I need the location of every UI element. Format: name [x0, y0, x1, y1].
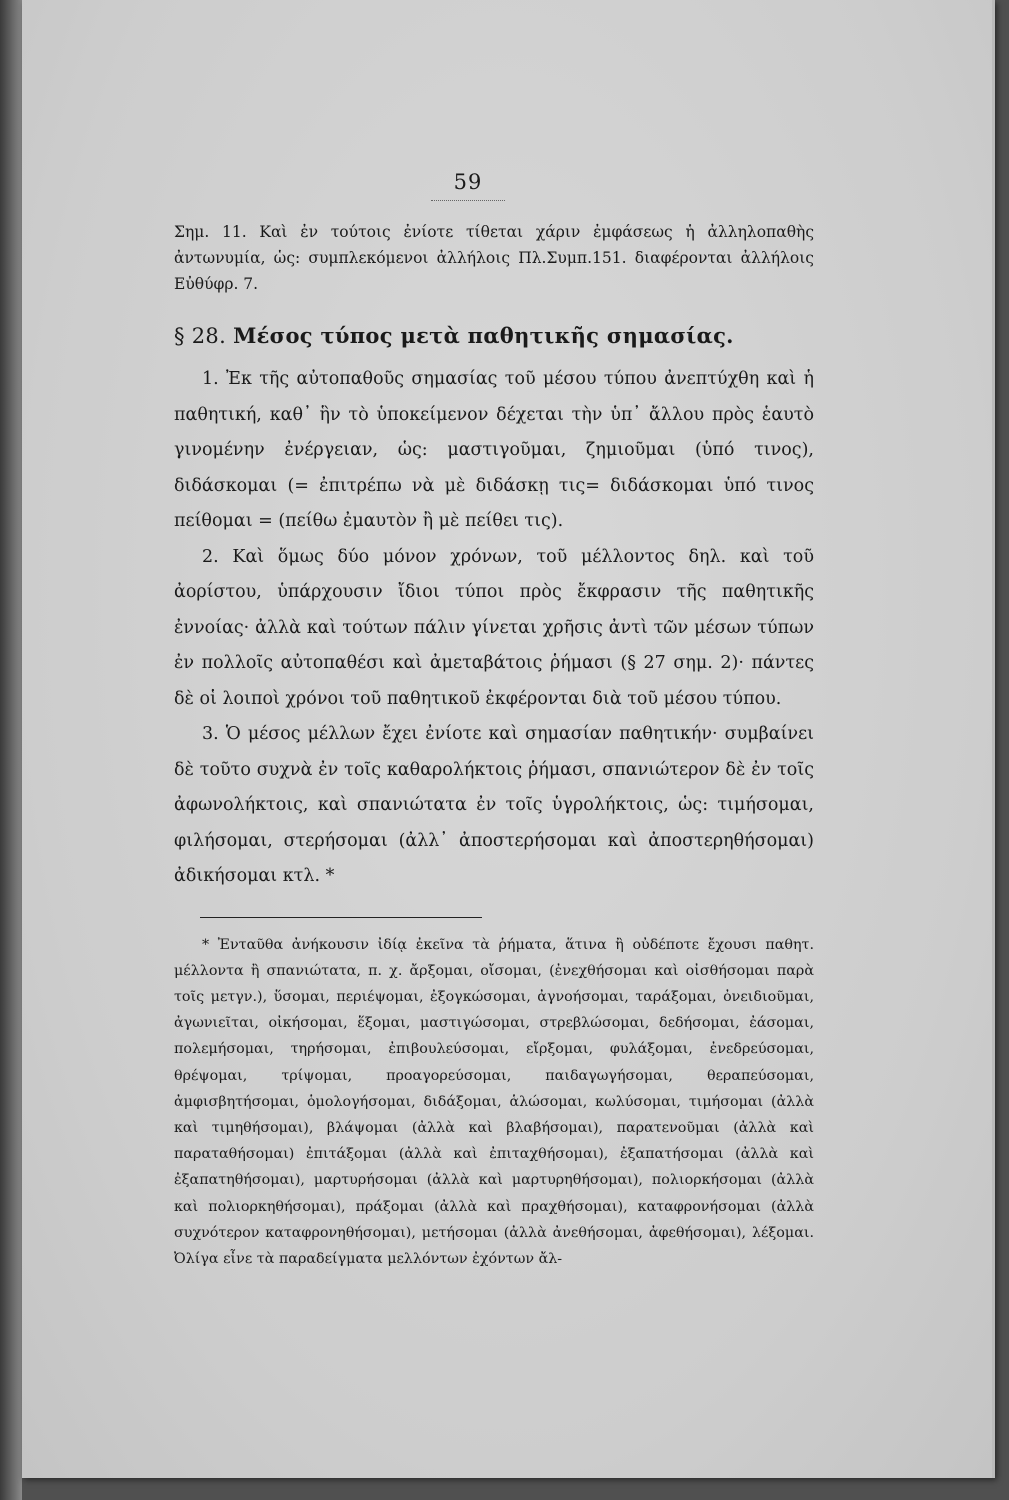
- footnote: * Ἐνταῦθα ἀνήκουσιν ἰδίᾳ ἐκεῖνα τὰ ῥήματα, ἅτινα ἢ οὐδέποτε ἔχουσι παθητ. μέλλοντα ἢ σπανιώτατα, π. χ. ἄρξομαι, οἴσομαι, (ἐνεχθήσομαι καὶ οἰσθήσομαι παρὰ τοῖς μετγν.), ὕσομαι, περιέψομαι, ἐξογκώσομαι, ἀγνοήσομαι, ταράξομαι, ὀνειδιοῦμαι, ἀγωνιεῖται, οἰκήσομαι, ἕξομαι, μαστιγώσομαι, στρεβλώσομαι, δεδήσομαι, ἐάσομαι, πολεμήσομαι, τηρήσομαι, ἐπιβουλεύσομαι, εἴρξομαι, φυλάξομαι, ἐνεδρεύσομαι, θρέψομαι, τρίψομαι, προαγορεύσομαι, παιδαγωγήσομαι, θεραπεύσομαι, ἀμφισβητήσομαι, ὁμολογήσομαι, διδάξομαι, ἁλώσομαι, κωλύσομαι, τιμήσομαι (ἀλλὰ καὶ τιμηθήσομαι), βλάψομαι (ἀλλὰ καὶ βλαβήσομαι), παρατενοῦμαι (ἀλλὰ καὶ παραταθήσομαι) ἐπιτάξομαι (ἀλλὰ καὶ ἐπιταχθήσομαι), ἐξαπατήσομαι (ἀλλὰ καὶ ἐξαπατηθήσομαι), μαρτυρήσομαι (ἀλλὰ καὶ μαρτυρηθήσομαι), πολιορκήσομαι (ἀλλὰ καὶ πολιορκηθήσομαι), πράξομαι (ἀλλὰ καὶ πραχθήσομαι), καταφρονήσομαι (ἀλλὰ συχνότερον καταφρονηθήσομαι), μετήσομαι (ἀλλὰ ἀνεθήσομαι, ἀφεθήσομαι), λέξομαι. Ὀλίγα εἶνε τὰ παραδείγματα μελλόντων ἐχόντων ἄλ-: [174, 936, 814, 1267]
- footnote-divider: [200, 917, 482, 918]
- paragraph-3: 3. Ὁ μέσος μέλλων ἔχει ἐνίοτε καὶ σημασίαν παθητικήν· συμβαίνει δὲ τοῦτο συχνὰ ἐν τοῖς καθαρολήκτοις ῥήμασι, σπανιώτερον δὲ ἐν τοῖς ἀφωνολήκτοις, καὶ σπανιώτατα ἐν τοῖς ὑγρολήκτοις, ὡς: τιμήσομαι, φιλήσομαι, στερήσομαι (ἀλλ᾽ ἀποστερήσομαι καὶ ἀποστερηθήσομαι) ἀδικήσομαι κτλ. *: [174, 724, 814, 886]
- paragraph-1: 1. Ἐκ τῆς αὐτοπαθοῦς σημασίας τοῦ μέσου τύπου ἀνεπτύχθη καὶ ἡ παθητική, καθ᾽ ἣν τὸ ὑποκείμενον δέχεται τὴν ὑπ᾽ ἄλλου πρὸς ἑαυτὸ γινομένην ἐνέργειαν, ὡς: μαστιγοῦμαι, ζημιοῦμαι (ὑπό τινος), διδάσκομαι (= ἐπιτρέπω νὰ μὲ διδάσκῃ τις= διδάσκομαι ὑπό τινος πείθομαι = (πείθω ἐμαυτὸν ἢ μὲ πείθει τις).: [174, 369, 814, 531]
- page-number: 59: [453, 170, 483, 194]
- section-number: § 28.: [174, 324, 227, 348]
- paragraph-2: 2. Καὶ ὅμως δύο μόνον χρόνων, τοῦ μέλλοντος δηλ. καὶ τοῦ ἀορίστου, ὑπάρχουσιν ἴδιοι τύποι πρὸς ἔκφρασιν τῆς παθητικῆς ἐννοίας· ἀλλὰ καὶ τούτων πάλιν γίνεται χρῆσις ἀντὶ τῶν μέσων τύπων ἐν πολλοῖς αὐτοπαθέσι καὶ ἀμεταβάτοις ῥήμασι (§ 27 σημ. 2)· πάντες δὲ οἱ λοιποὶ χρόνοι τοῦ παθητικοῦ ἐκφέρονται διὰ τοῦ μέσου τύπου.: [174, 546, 814, 709]
- section-heading: [174, 323, 814, 348]
- book-spine-edge: [0, 0, 22, 1500]
- section-title: Μέσος τύπος μετὰ παθητικῆς σημασίας.: [233, 323, 734, 348]
- book-page: [22, 0, 995, 1478]
- note-paragraph: Σημ. 11. Καὶ ἐν τούτοις ἐνίοτε τίθεται χάριν ἐμφάσεως ἡ ἀλληλοπαθὴς ἀντωνυμία, ὡς: συμπλεκόμενοι ἀλλήλοις Πλ.Συμπ.151. διαφέρονται ἀλλήλοις Εὐθύφρ. 7.: [174, 223, 814, 293]
- page-content: [174, 170, 814, 1286]
- page-number-rule: [431, 200, 505, 201]
